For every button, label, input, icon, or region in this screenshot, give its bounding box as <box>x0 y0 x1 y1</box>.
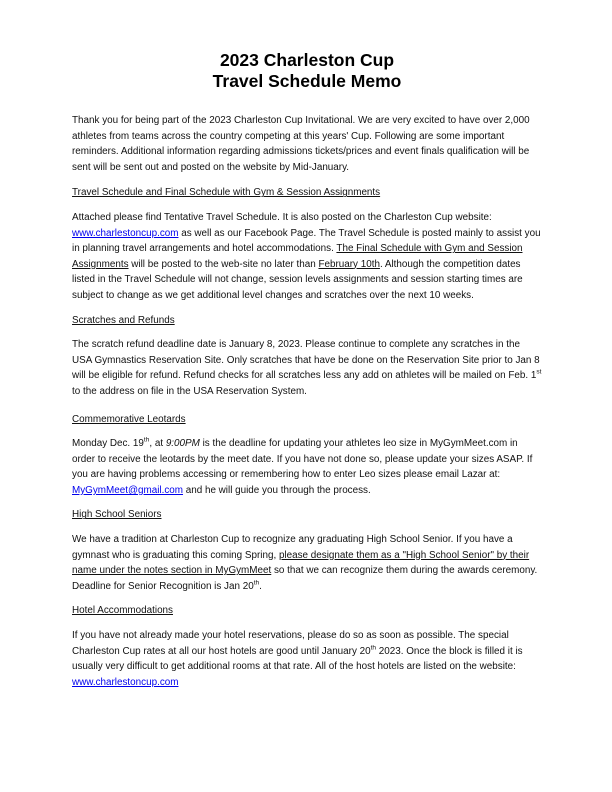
scratches-paragraph: The scratch refund deadline date is January 8, 2023. Please continue to complete any scratches in the USA Gymnastics Reservation Site. Only scratches that have be done on the Reservation Site prior to Jan 8 will be eligible for refund. Refund checks for all scratches less any add on athletes will be mailed on Feb. 1st to the address on file in the USA Reservation System. <box>72 339 542 397</box>
website-link[interactable]: www.charlestoncup.com <box>72 227 179 239</box>
leotards-heading: Commemorative Leotards <box>72 413 186 425</box>
title-line-1: 2023 Charleston Cup <box>219 50 395 70</box>
website-link-hotels[interactable]: www.charlestoncup.com <box>72 676 179 688</box>
final-schedule-date: February 10th <box>318 258 380 270</box>
seniors-paragraph: We have a tradition at Charleston Cup to recognize any graduating High School Senior. If you have a gymnast who is graduating this coming Spring, please designate them as a "High School Senior" by their name under the notes section in MyGymMeet so that we can recognize them during the awards ceremony. Deadline for Senior Recognition is Jan 20th. <box>72 534 538 592</box>
memo-page <box>72 50 542 690</box>
final-schedule-note: The Final Schedule with Gym and Session Assignments <box>72 243 523 270</box>
hotel-paragraph: If you have not already made your hotel reservations, please do so as soon as possible. The special Charleston Cup rates at all our host hotels are good until January 20th 2023. Once the block is filled it is usually very difficult to get additional rooms at that rate. All of the host hotels are listed on the website: www.charlestoncup.com <box>72 630 523 688</box>
travel-paragraph: Attached please find Tentative Travel Schedule. It is also posted on the Charleston Cup website: www.charlestoncup.com as well as our Facebook Page. The Travel Schedule is posted mainly to assist you in planning travel arrangements and hotel accommodations. The Final Schedule with Gym and Session Assignments will be posted to the web-site no later than February 10th. Although the competition dates listed in the Travel Schedule will not change, session levels assignments and session starting times are subject to change as we get additional level changes and scratches over the next 10 weeks. <box>72 211 541 301</box>
senior-designation-note: please designate them as a "High School Senior" by their name under the notes section in MyGymMeet <box>72 549 530 577</box>
scratches-heading: Scratches and Refunds <box>72 314 175 326</box>
email-link[interactable]: MyGymMeet@gmail.com <box>72 484 183 496</box>
deadline-time: 9:00PM <box>165 438 200 450</box>
seniors-heading: High School Seniors <box>72 509 162 521</box>
intro-paragraph: Thank you for being part of the 2023 Charleston Cup Invitational. We are very excited to have over 2,000 athletes from teams across the country competing at this years' Cup. Following are some important reminders. Additional information regarding admissions tickets/prices and event finals qualification will be sent will be sent out and posted on the website by Mid-January. <box>72 115 530 173</box>
hotel-heading: Hotel Accommodations <box>72 605 173 617</box>
leotards-paragraph: Monday Dec. 19th, at 9:00PM is the deadline for updating your athletes leo size in MyGymMeet.com in order to receive the leotards by the meet date. If you have not done so, please update your sizes ASAP. If you are having problems accessing or remembering how to enter Leo sizes please email Lazar at: MyGymMeet@gmail.com and he will guide you through the process. <box>72 436 533 496</box>
travel-heading: Travel Schedule and Final Schedule with Gym & Session Assignments <box>72 187 381 199</box>
title-line-2: Travel Schedule Memo <box>212 71 402 91</box>
page-title <box>72 50 542 92</box>
